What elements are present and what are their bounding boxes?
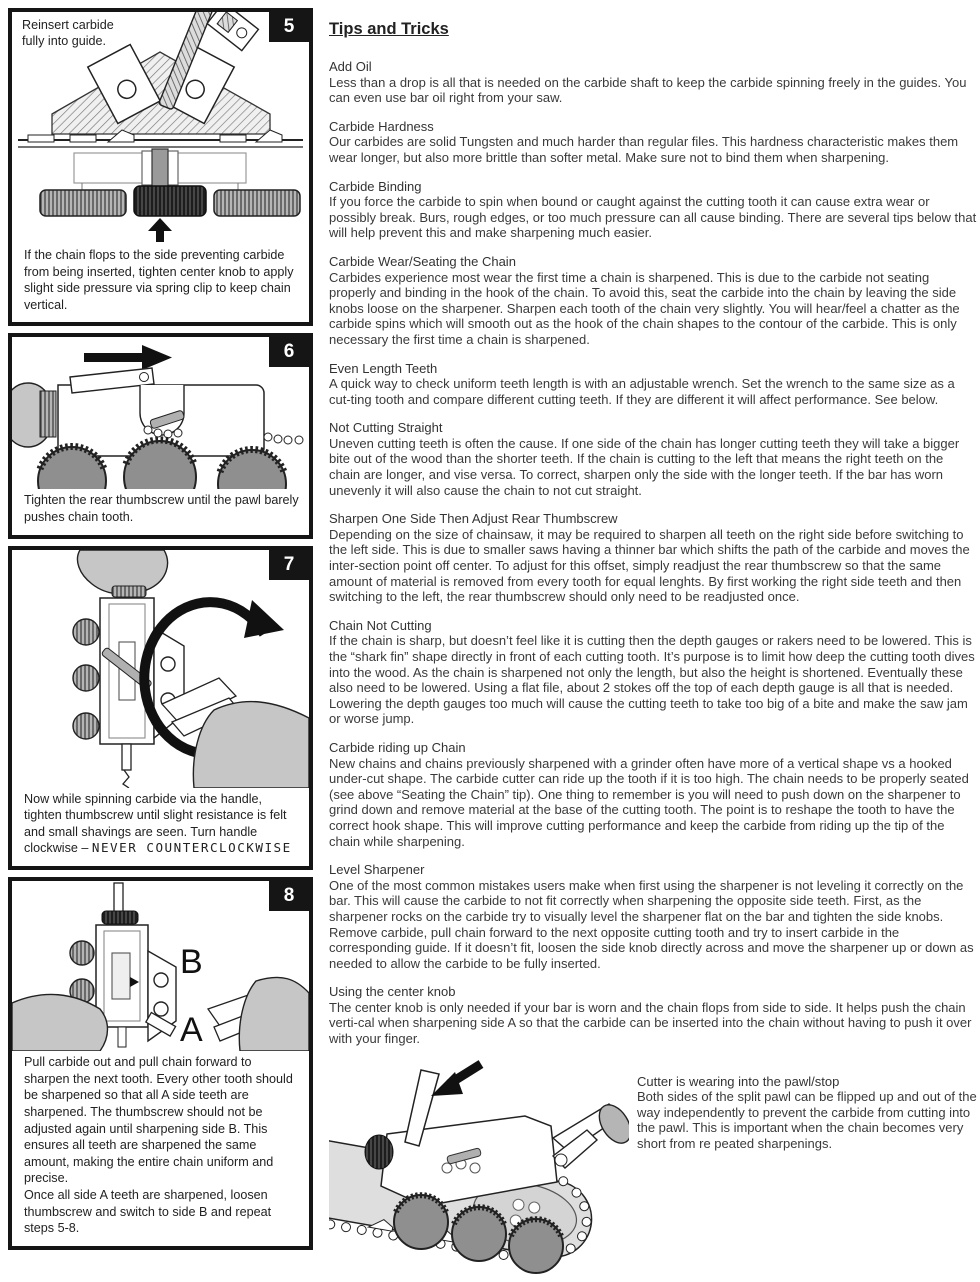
panel5-caption-text: If the chain flops to the side preventing carbide from being inserted, tighten center knob to apply slight side pressure via spring clip to keep chain vertical. [24,248,294,312]
tip-body: New chains and chains previously sharpened with a grinder often have more of a vertical shape vs a hooked under-cut shape. The carbide cutter can ride up the tooth if it is too high. The chain needs to be properly seated (see above “Seating the Chain” tip). One thing to remember is you will need to push down on the sharpener to grind down and remove material at the base of the cutting tooth. The point is to reshape the tooth to have the correct hook shape. This will improve cutting performance and keep the carbide from riding up the tip of the chain while sharpening. [329,755,969,849]
panel7-caption-emphasis: NEVER COUNTERCLOCKWISE [91,840,292,856]
center-knob [134,186,206,216]
tip-heading: Even Length Teeth [329,360,438,376]
tip-body: Depending on the size of chainsaw, it may be required to sharpen all teeth on the right side before switching to the left side. This is due to smaller saws having a thinner bar which shifts the path of the carbide and moves the inter-section point off center. To adjust for this offset, simply readjust the rear thumbscrew so that the same amount of material is removed from every tooth for equal lenghts. By first working the right side teeth and then switching to the left, the rear thumbscrew should only need to be readjusted once. [329,526,970,605]
step-panel-8 [8,877,313,1250]
tip-heading: Chain Not Cutting [329,617,432,633]
pawl-note-heading: Cutter is wearing into the pawl/stop [637,1073,840,1089]
panel5-note: Reinsert carbide fully into guide. [22,18,114,48]
panel8-illustration [12,881,309,1051]
panel8-caption [12,1051,309,1246]
steps-column [8,8,313,1260]
step-number-badge: 8 [269,881,309,911]
step-panel-5 [8,8,313,326]
tip-body: One of the most common mistakes users make when first using the sharpener is not leveling it correctly on the bar. This will cause the carbide to not fit correctly when sharpening the opposite side teeth. First, as the sharpener rocks on the carbide try to visually level the sharpener flat on the bar and tighten the side knobs. Remove carbide, pull chain forward to the next opposite cutting tooth and try to insert carbide in the corresponding guide. If it doesn’t fit, loosen the side knob directly across and move the sharpener up or down as needed to allow the carbide to be fully inserted. [329,877,974,971]
side-knob [365,1135,393,1169]
right-arrow-icon [84,345,172,370]
carbide-holder [207,12,258,51]
tip-heading: Sharpen One Side Then Adjust Rear Thumbscrew [329,511,618,527]
pawl-illustration [329,1060,629,1282]
panel8-caption-p2: Once all side A teeth are sharpened, loosen thumbscrew and switch to side B and repeat steps 5-8. [24,1187,272,1236]
tips-title: Tips and Tricks [329,20,449,38]
panel7-caption [12,788,309,866]
tip-heading: Level Sharpener [329,862,425,878]
tip-body: If you force the carbide to spin when bound or caught against the cutting tooth it can cause extra wear or possibly break. Burs, rough edges, or too much pressure can all cause binding. There are several tips below that will help prevent this and make sharpening much easier. [329,194,977,241]
tip-body: If the chain is sharp, but doesn’t feel like it is cutting then the depth gauges or rakers need to be lowered. This is the “shark fin” shape directly in front of each cutting tooth. It’s purpose is to limit how deep the cutting tooth dives into the wood. As the chain is sharpened not only the length, but also the height is shortened. Eventually these also need to be lowered. Using a flat file, about 2 stokes off the top of each depth gauge is all that is needed. Lowering the depth gauges too much will cause the cutting teeth to take too big of a bite and make the saw jam or worse jump. [329,633,975,727]
panel6-caption [12,489,309,534]
tip-carbide-binding [329,179,977,241]
tip-level-sharpener [329,862,977,971]
tips-column [329,8,977,1260]
side-a-label: A [180,1011,203,1050]
tip-heading: Add Oil [329,59,372,74]
up-arrow-icon [148,218,172,242]
clamp-pin [140,373,149,382]
tip-carbide-wear [329,254,977,348]
step-number-badge: 6 [269,337,309,367]
side-b-label: B [180,943,203,982]
tip-body: Uneven cutting teeth is often the cause. If one side of the chain has longer cutting teeth they will take a bigger bite out of the wood than the shorter teeth. If the chain is cutting to the left that means the right teeth on the chain are longer, and vise versa. To correct, sharpen only the side with the longer teeth. If the bar has worn unevenly it will also cause the chain to not cut straight. [329,435,960,498]
tip-body: Carbides experience most wear the first time a chain is sharpened. This is due to the carbide not seating properly and binding in the hook of the chain. To avoid this, seat the carbide into the chain by leaving the side knobs loose on the sharpener. Sharpen each tooth of the chain very slightly. You will hear/feel a chatter as the carbide spins which will smooth out as the hook of the chain shapes to the contour of the carbide. This is only necessary the first time a chain is sharpened. [329,269,960,347]
pawl-note-body: Both sides of the split pawl can be flipped up and out of the way independently to prevent the carbide from cutting into the pawl. This is important when the chain becomes very short from re peated sharpenings. [637,1089,977,1152]
right-knob [214,190,300,216]
panel6-caption-text: Tighten the rear thumbscrew until the pawl barely pushes chain tooth. [24,493,299,525]
tip-carbide-riding-up [329,740,977,849]
tip-body: The center knob is only needed if your bar is worn and the chain flops from side to side. It helps push the chain verti-cal when sharpening side A so that the carbide can be inserted into the chain without having to push it over with your finger. [329,999,972,1047]
panel6-illustration [12,337,309,489]
tip-not-cutting-straight [329,420,977,498]
tip-heading: Using the center knob [329,984,456,1000]
thumbscrew [112,586,146,597]
tip-carbide-hardness [329,119,977,166]
panel8-caption-p1: Pull carbide out and pull chain forward to sharpen the next tooth. Every other tooth should be sharpened so that all A side teeth are sharpened. The thumbscrew should not be adjusted again until sharpening side B. This ensures all teeth are sharpened the same amount, making the entire chain uniform and precise. [24,1055,293,1186]
guide-block [52,52,270,134]
panel7-caption-main: Now while spinning carbide via the handle, tighten thumbscrew until slight resistance is felt and small shavings are seen. Turn handle clockwise – [24,791,287,856]
side-knobs [73,619,99,739]
tip-even-length-teeth [329,361,977,408]
tip-add-oil [329,59,977,106]
rear-handle [553,1099,629,1168]
panel7-caption-text [24,791,299,857]
hand-left [12,995,108,1052]
tip-heading: Carbide Binding [329,178,422,194]
side-knob [40,391,56,437]
tip-heading: Carbide Wear/Seating the Chain [329,253,516,269]
tip-chain-not-cutting [329,618,977,727]
step-panel-6 [8,333,313,538]
tip-using-center-knob [329,984,977,1046]
panel5-caption [12,244,309,322]
carbide-rod [102,883,138,924]
step-number-badge: 5 [269,12,309,42]
tip-body: Less than a drop is all that is needed on the carbide shaft to keep the carbide spinning freely in the guides. You can even use bar oil right from your saw. [329,74,967,106]
tip-heading: Carbide riding up Chain [329,739,466,755]
hand-bottom [193,701,309,787]
tip-sharpen-one-side [329,511,977,605]
tip-body: A quick way to check uniform teeth length is with an adjustable wrench. Set the wrench to the same size as a cut-ting tooth and compare different cutting teeth. If they are different it will affect performance. See below. [329,376,955,407]
left-knob [40,190,126,216]
panel7-illustration [12,550,309,788]
pawl-section [329,1060,977,1282]
tip-body: Our carbides are solid Tungsten and much harder than regular files. This hardness characteristic makes them wear longer, but also more brittle than softer metal. Make sure not to bind them when sharpening. [329,134,959,165]
step-panel-7 [8,546,313,870]
hand-right [239,978,309,1052]
step-number-badge: 7 [269,550,309,580]
pawl-note [637,1074,977,1282]
carbide-tip [122,744,131,788]
down-arrow-icon [431,1064,481,1096]
tip-heading: Not Cutting Straight [329,420,443,436]
tip-heading: Carbide Hardness [329,118,434,134]
